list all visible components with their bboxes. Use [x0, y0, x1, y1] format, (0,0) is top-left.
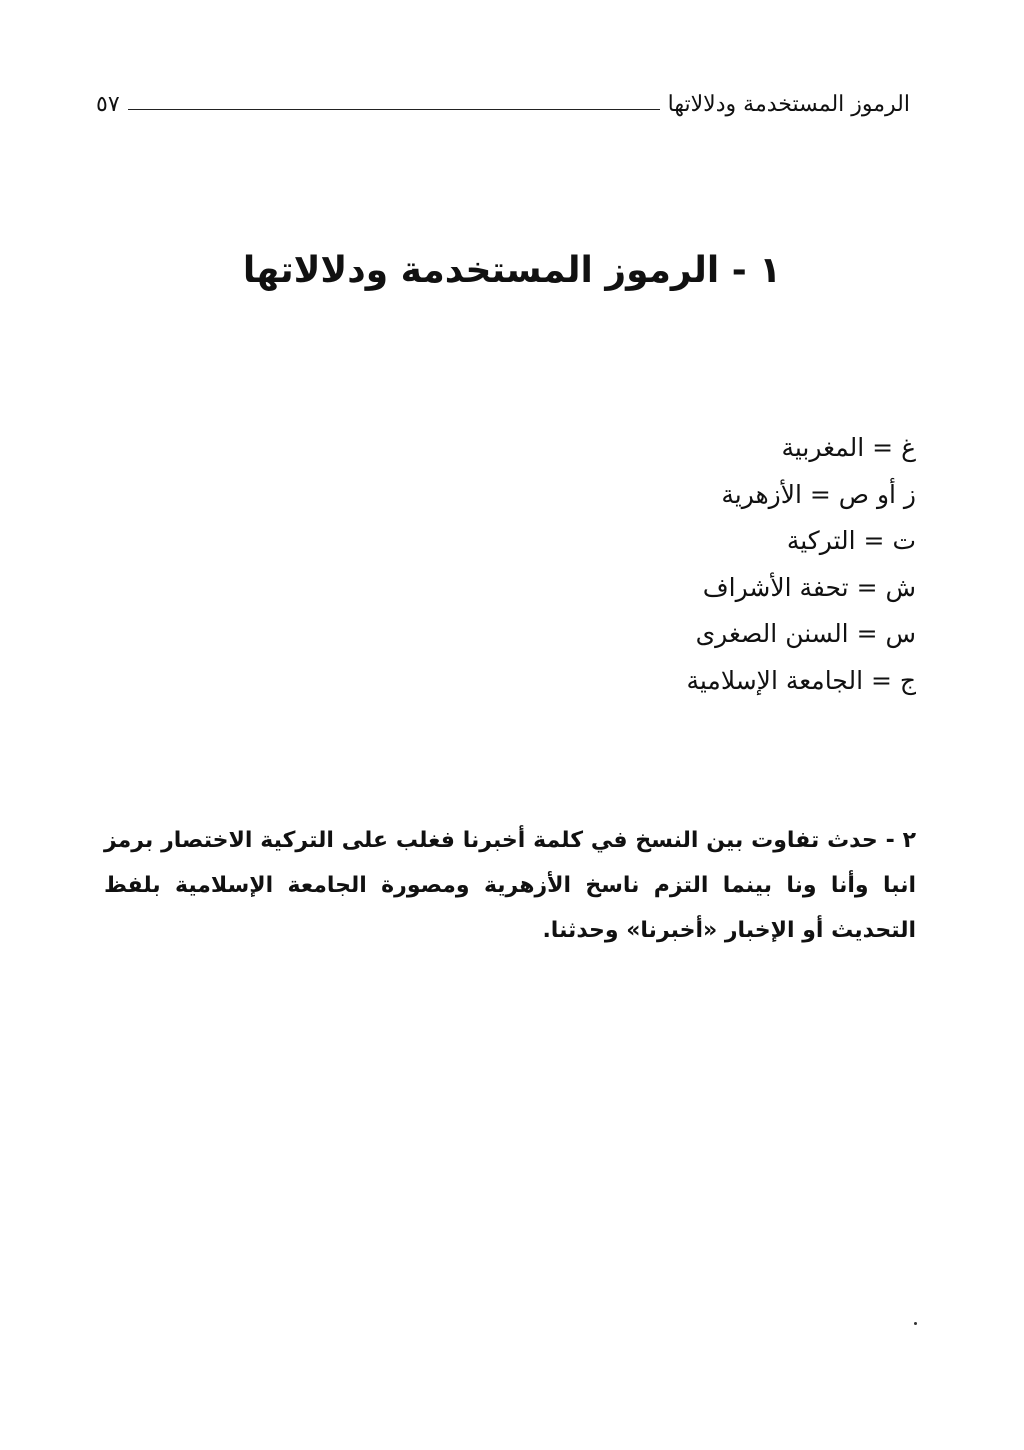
running-header: [96, 84, 910, 124]
abbreviation-item: ت = التركية: [786, 526, 916, 555]
header-title: الرموز المستخدمة ودلالاتها: [667, 91, 910, 117]
abbreviation-item: غ = المغربية: [781, 433, 916, 462]
abbreviation-item: س = السنن الصغرى: [695, 619, 916, 648]
stray-mark: [914, 1322, 917, 1325]
abbreviation-item: ج = الجامعة الإسلامية: [686, 665, 916, 695]
abbreviation-item: ز أو ص = الأزهرية: [721, 479, 916, 509]
abbreviation-list: [686, 425, 916, 704]
header-rule: [128, 109, 660, 110]
note-paragraph: ٢ - حدث تفاوت بين النسخ في كلمة أخبرنا فغلب على التركية الاختصار برمز انبا وأنا ونا بينما التزم ناسخ الأزهرية ومصورة الجامعة الإسلامية بلفظ التحديث أو الإخبار «أخبرنا» وحدثنا.: [104, 828, 916, 943]
section-title: ١ - الرموز المستخدمة ودلالاتها: [242, 250, 782, 291]
page-number: ٥٧: [96, 91, 120, 117]
abbreviation-item: ش = تحفة الأشراف: [702, 572, 916, 602]
